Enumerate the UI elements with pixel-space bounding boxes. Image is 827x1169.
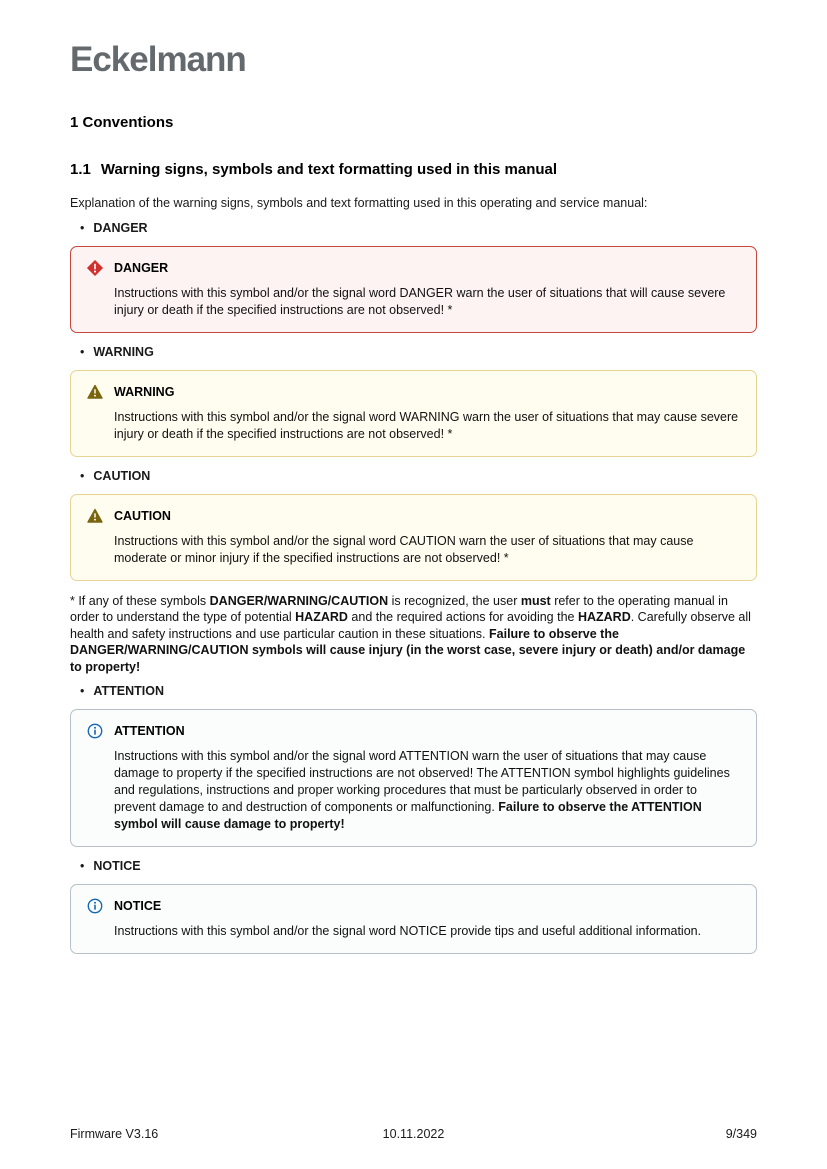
bullet-label: ATTENTION [93, 684, 164, 698]
notice-body: Instructions with this symbol and/or the signal word DANGER warn the user of situations that will cause severe injury or death if the specified instructions are not observed! * [114, 285, 726, 317]
footer-page-number: 9/349 [725, 1127, 757, 1141]
footer-firmware-version: Firmware V3.16 [70, 1127, 159, 1141]
notice-content [114, 384, 740, 443]
section-title: Warning signs, symbols and text formatting used in this manual [100, 161, 558, 178]
intro-paragraph: Explanation of the warning signs, symbols and text formatting used in this operating and service manual: [70, 196, 648, 210]
danger-diamond-icon [87, 260, 103, 276]
notice-title: DANGER [114, 260, 169, 275]
caution-triangle-icon [87, 508, 103, 524]
notice-body: Instructions with this symbol and/or the signal word WARNING warn the user of situations that may cause severe injury or death if the specified instructions are not observed! * [114, 409, 739, 441]
notice-title: WARNING [114, 384, 175, 399]
bullet-item-caution [80, 469, 757, 483]
bullet-dot: • [80, 220, 85, 235]
notice-content [114, 898, 740, 940]
bullet-label: NOTICE [93, 859, 141, 873]
bullet-item-attention [80, 684, 757, 698]
bullet-item-danger [80, 221, 757, 235]
notice-title: CAUTION [114, 508, 171, 523]
notice-content [114, 260, 740, 319]
bullet-dot: • [80, 859, 85, 873]
section-heading [70, 161, 757, 178]
asterisk-explanation-paragraph: * If any of these symbols DANGER/WARNING/CAUTION is recognized, the user must refer to the operating manual in order to understand the type of potential HAZARD and the required actions for avoiding the HAZARD. Carefully observe all health and safety instructions and use particular caution in these situations. Failure to observe the DANGER/WARNING/CAUTION symbols will cause injury (in the worst case, severe injury or death) and/or damage to property! [70, 593, 751, 674]
bullet-label: CAUTION [93, 468, 151, 483]
page-footer [70, 1127, 757, 1141]
notice-body: Instructions with this symbol and/or the signal word CAUTION warn the user of situations that may cause moderate or minor injury if the specified instructions are not observed! * [114, 533, 694, 565]
eckelmann-logo: Eckelmann [70, 40, 246, 79]
info-circle-icon [87, 723, 103, 739]
notice-content [114, 723, 740, 833]
warning-notice-box [70, 370, 757, 457]
notice-title: ATTENTION [114, 724, 185, 738]
notice-content [114, 508, 740, 567]
section-number: 1.1 [70, 161, 91, 178]
bullet-label: WARNING [93, 344, 154, 359]
notice-body: Instructions with this symbol and/or the signal word NOTICE provide tips and useful additional information. [114, 924, 702, 938]
warning-triangle-icon [87, 384, 103, 400]
bullet-item-notice [80, 859, 757, 873]
bullet-dot: • [80, 468, 85, 483]
danger-notice-box [70, 246, 757, 333]
chapter-heading: 1 Conventions [70, 114, 174, 131]
notice-title: NOTICE [114, 899, 162, 913]
notice-body: Instructions with this symbol and/or the signal word ATTENTION warn the user of situations that may cause damage to property if the specified instructions are not observed! The ATTENTION symbol highlights guidelines and regulations, instructions and proper working procedures that must be particularly observed in order to prevent damage to and destruction of components or malfunctioning. Failure to observe the ATTENTION symbol will cause damage to property! [114, 749, 730, 831]
attention-notice-box [70, 709, 757, 847]
bullet-dot: • [80, 684, 85, 698]
bullet-label: DANGER [93, 220, 148, 235]
bullet-dot: • [80, 344, 85, 359]
bullet-item-warning [80, 345, 757, 359]
footer-date: 10.11.2022 [382, 1127, 445, 1141]
info-circle-icon [87, 898, 103, 914]
notice-notice-box [70, 884, 757, 954]
caution-notice-box [70, 494, 757, 581]
